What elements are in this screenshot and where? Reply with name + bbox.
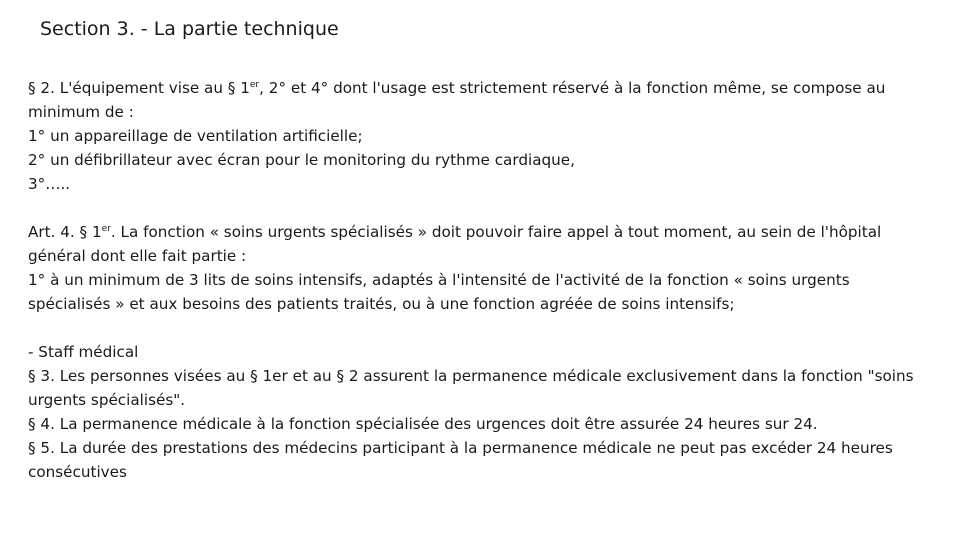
section-2-lead-sup: er (249, 80, 260, 90)
article-4-paragraph (28, 220, 928, 316)
staff-line-5: § 5. La durée des prestations des médecins participant à la permanence médicale ne peut pas excéder 24 heures consécutives (28, 439, 893, 481)
staff-heading: - Staff médical (28, 343, 139, 361)
staff-line-4: § 4. La permanence médicale à la fonction spécialisée des urgences doit être assurée 24 heures sur 24. (28, 415, 818, 433)
section-2-item-3: 3°….. (28, 175, 71, 193)
section-2-lead-prefix: § 2. L'équipement vise au § 1 (28, 79, 250, 97)
slide-title: Section 3. - La partie technique (40, 18, 339, 40)
section-2-item-1: 1° un appareillage de ventilation artificielle; (28, 127, 363, 145)
staff-line-3: § 3. Les personnes visées au § 1er et au § 2 assurent la permanence médicale exclusivement dans la fonction "soins urgents spécialisés". (28, 367, 914, 409)
slide-body (28, 76, 928, 484)
section-2-lead (28, 76, 928, 124)
section-2-item-2: 2° un défibrillateur avec écran pour le monitoring du rythme cardiaque, (28, 151, 575, 169)
article-4-lead-prefix: Art. 4. § 1 (28, 223, 102, 241)
section-2-paragraph (28, 76, 928, 196)
article-4-lead-sup: er (101, 224, 111, 234)
article-4-item-1: 1° à un minimum de 3 lits de soins intensifs, adaptés à l'intensité de l'activité de la fonction « soins urgents spécialisés » et aux besoins des patients traités, ou à une fonction agréée de soins intensifs; (28, 271, 850, 313)
staff-paragraph (28, 340, 928, 484)
section-2-lead-suffix: , 2° et 4° dont l'usage est strictement réservé à la fonction même, se compose au minimum de : (28, 79, 886, 121)
article-4-lead-suffix: . La fonction « soins urgents spécialisés » doit pouvoir faire appel à tout moment, au sein de l'hôpital général dont elle fait partie : (28, 223, 882, 265)
article-4-lead (28, 220, 928, 268)
